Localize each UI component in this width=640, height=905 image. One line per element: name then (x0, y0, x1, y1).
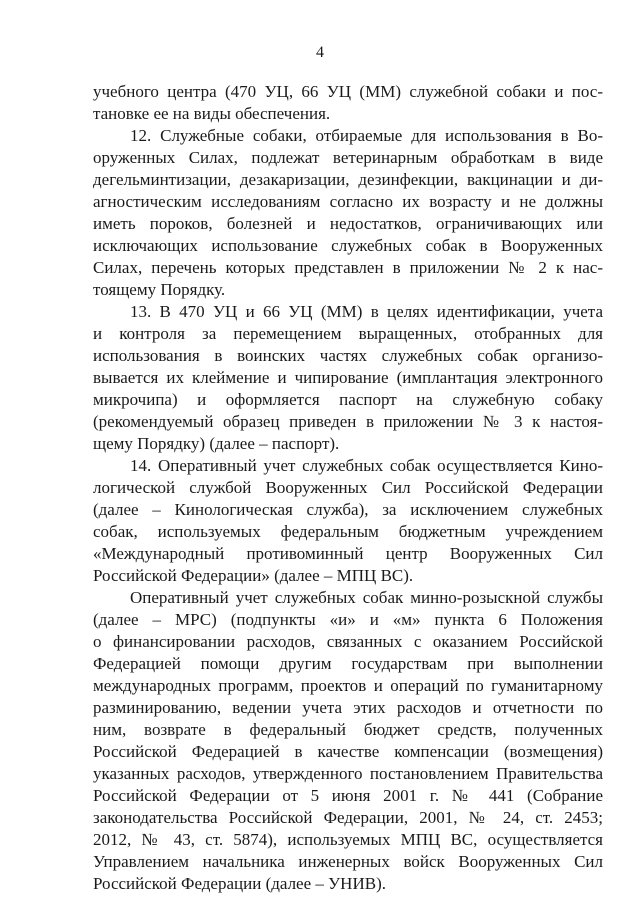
text-line: Российской Федерации (далее – УНИВ). (93, 874, 386, 893)
text-line: Российской Федерации» (далее – МПЦ ВС). (93, 566, 414, 585)
text-line: разминированию, ведении учета этих расходов и отчетности по (93, 698, 603, 717)
text-line: оруженных Силах, подлежат ветеринарным обработкам в виде (93, 148, 603, 167)
text-line: 13. В 470 УЦ и 66 УЦ (ММ) в целях идентификации, учета (130, 302, 603, 321)
text-line: агностическим исследованиям согласно их возрасту и не должны (93, 192, 603, 211)
text-line: Российской Федерации от 5 июня 2001 г. № 441 (Собрание (93, 786, 603, 805)
text-line: 2012, № 43, ст. 5874), используемых МПЦ ВС, осуществляется (93, 830, 603, 849)
text-line: микрочипа) и оформляется паспорт на служебную собаку (93, 390, 603, 409)
text-line: Силах, перечень которых представлен в приложении № 2 к нас- (93, 258, 603, 277)
text-line: международных программ, проектов и операций по гуманитарному (93, 676, 603, 695)
text-line: 12. Служебные собаки, отбираемые для использования в Во- (130, 126, 603, 145)
text-line: (далее – МРС) (подпункты «и» и «м» пункта 6 Положения (93, 610, 603, 629)
text-line: щему Порядку) (далее – паспорт). (93, 434, 340, 453)
text-line: Федерацией помощи другим государствам при выполнении (93, 654, 603, 673)
page-number: 4 (316, 44, 324, 61)
text-line: логической службой Вооруженных Сил Российской Федерации (93, 478, 603, 497)
text-line: 14. Оперативный учет служебных собак осуществляется Кино- (130, 456, 603, 475)
text-line: дегельминтизации, дезакаризации, дезинфекции, вакцинации и ди- (93, 170, 603, 189)
text-line: (далее – Кинологическая служба), за исключением служебных (93, 500, 603, 519)
text-line: законодательства Российской Федерации, 2001, № 24, ст. 2453; (93, 808, 603, 827)
text-line: собак, используемых федеральным бюджетным учреждением (93, 522, 603, 541)
text-line: (рекомендуемый образец приведен в приложении № 3 к настоя- (93, 412, 603, 431)
body-text (93, 81, 603, 895)
text-line: вывается их клеймение и чипирование (имплантация электронного (93, 368, 603, 387)
text-line: «Международный противоминный центр Вооруженных Сил (93, 544, 603, 563)
text-line: тоящему Порядку. (93, 280, 226, 299)
text-line: Оперативный учет служебных собак минно-розыскной службы (130, 588, 603, 607)
text-line: о финансировании расходов, связанных с оказанием Российской (93, 632, 603, 651)
text-line: учебного центра (470 УЦ, 66 УЦ (ММ) служебной собаки и пос- (93, 82, 603, 101)
text-line: исключающих использование служебных собак в Вооруженных (93, 236, 603, 255)
text-line: и контроля за перемещением выращенных, отобранных для (93, 324, 603, 343)
text-line: указанных расходов, утвержденного постановлением Правительства (93, 764, 603, 783)
text-line: Управлением начальника инженерных войск Вооруженных Сил (93, 852, 603, 871)
text-line: иметь пороков, болезней и недостатков, ограничивающих или (93, 214, 603, 233)
text-line: использования в воинских частях служебных собак организо- (93, 346, 603, 365)
text-line: тановке ее на виды обеспечения. (93, 104, 331, 123)
text-line: ним, возврате в федеральный бюджет средств, полученных (93, 720, 603, 739)
text-line: Российской Федерацией в качестве компенсации (возмещения) (93, 742, 603, 761)
